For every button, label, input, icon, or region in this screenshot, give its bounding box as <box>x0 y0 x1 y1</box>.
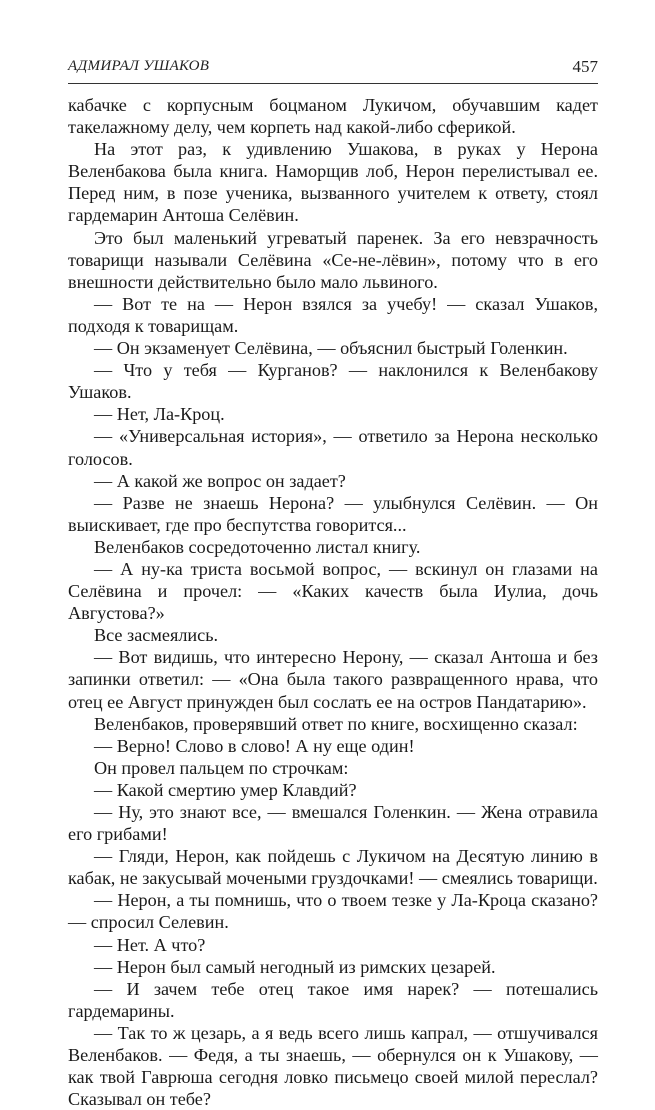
paragraph: Все засмеялись. <box>94 625 219 646</box>
paragraph: Веленбаков сосредоточенно листал книгу. <box>94 536 421 557</box>
running-title: АДМИРАЛ УШАКОВ <box>68 58 210 74</box>
page-number: 457 <box>572 57 598 76</box>
paragraph: кабачке с корпусным боцманом Лукичом, обучавшим кадет такелажному делу, чем корпеть над какой-либо сферикой. <box>68 95 598 138</box>
paragraph: — Нет. А что? <box>94 934 206 955</box>
paragraph: Веленбаков, проверявший ответ по книге, восхищенно сказал: <box>94 713 578 734</box>
paragraph: — Так то ж цезарь, а я ведь всего лишь капрал, — отшучивался Веленбаков. — Федя, а ты знаешь, — обернулся он к Ушакову, — как твой Гаврюша сегодня ловко письмецо своей милой переслал? Сказывал он тебе? <box>68 1022 598 1110</box>
paragraph: — Верно! Слово в слово! А ну еще один! <box>94 735 415 756</box>
paragraph: — Он экзаменует Селёвина, — объяснил быстрый Голенкин. <box>94 338 568 359</box>
paragraph: — «Универсальная история», — ответило за Нерона несколько голосов. <box>68 426 598 469</box>
paragraph: — А ну-ка триста восьмой вопрос, — вскинул он глазами на Селёвина и прочел: — «Каких качеств была Иулиа, дочь Августова?» <box>68 558 598 624</box>
paragraph: — Вот те на — Нерон взялся за учебу! — сказал Ушаков, подходя к товарищам. <box>68 293 598 336</box>
paragraph: На этот раз, к удивлению Ушакова, в руках у Нерона Веленбакова была книга. Наморщив лоб, Нерон перелистывал ее. Перед ним, в позе ученика, вызванного учителем к ответу, стоял гардемарин Антоша Селёвин. <box>68 139 598 226</box>
paragraph: — Что у тебя — Курганов? — наклонился к Веленбакову Ушаков. <box>68 360 598 403</box>
paragraph: — Нерон был самый негодный из римских цезарей. <box>94 956 496 977</box>
header-rule <box>68 83 598 84</box>
paragraph: — Какой смертию умер Клавдий? <box>94 779 357 800</box>
paragraph: — Вот видишь, что интересно Нерону, — сказал Антоша и без запинки ответил: — «Она была такого развращенного нрава, что отец ее Август принужден был сослать ее на остров Пандатарию». <box>68 647 598 712</box>
body-text <box>68 94 598 1110</box>
paragraph: — Разве не знаешь Нерона? — улыбнулся Селёвин. — Он выискивает, где про беспутства говорится... <box>68 492 598 535</box>
running-header <box>68 58 598 80</box>
paragraph: — Нет, Ла-Кроц. <box>94 404 225 425</box>
paragraph: — И зачем тебе отец такое имя нарек? — потешались гардемарины. <box>68 978 598 1021</box>
paragraph: — Ну, это знают все, — вмешался Голенкин. — Жена отравила его грибами! <box>68 802 598 845</box>
paragraph: — Гляди, Нерон, как пойдешь с Лукичом на Десятую линию в кабак, не закусывай мочеными груздочками! — смеялись товарищи. <box>68 846 598 889</box>
paragraph: Это был маленький угреватый паренек. За его невзрачность товарищи называли Селёвина «Се-не-лёвин», потому что в его внешности действительно было мало львиного. <box>68 227 598 292</box>
paragraph: — Нерон, а ты помнишь, что о твоем тезке у Ла-Кроца сказано? — спросил Селевин. <box>68 890 598 933</box>
paragraph: Он провел пальцем по строчкам: <box>94 757 349 778</box>
paragraph: — А какой же вопрос он задает? <box>94 470 346 491</box>
